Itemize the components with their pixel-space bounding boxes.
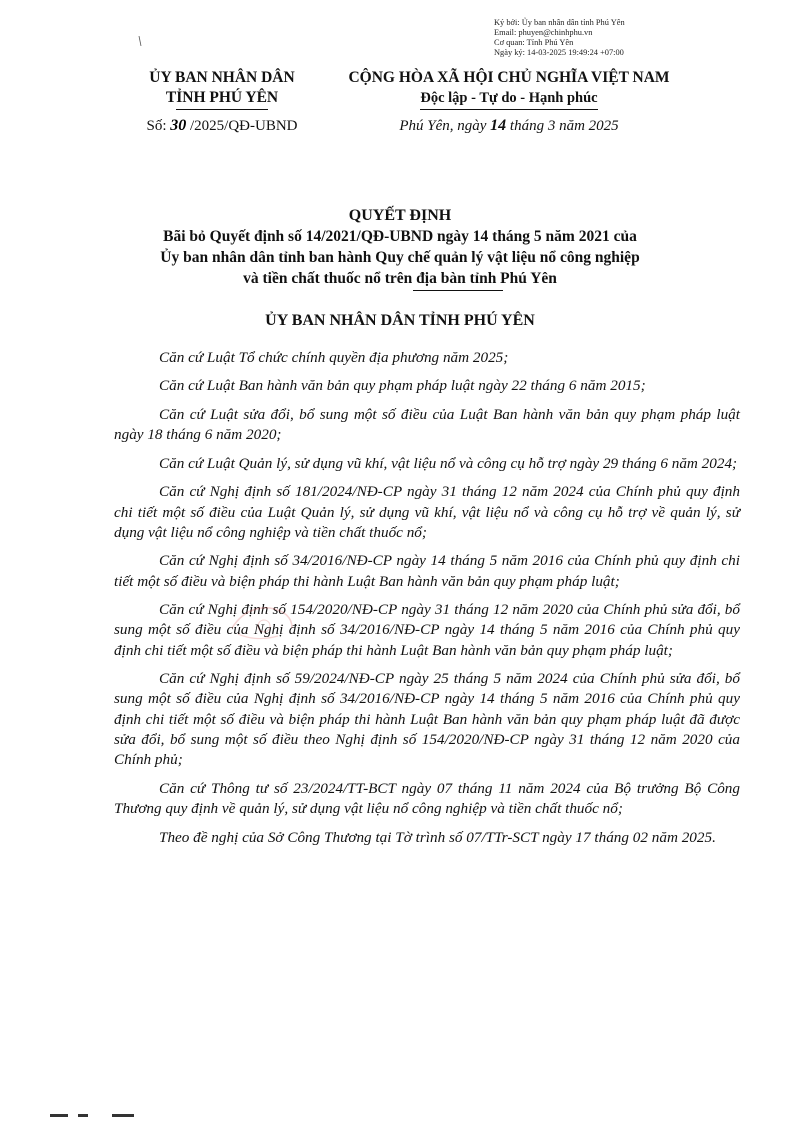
preamble-body	[114, 348, 740, 856]
preamble-paragraph: Căn cứ Luật Tổ chức chính quyền địa phương năm 2025;	[159, 349, 509, 366]
agency-province: TỈNH PHÚ YÊN	[165, 89, 279, 106]
place-date-suffix: tháng 3 năm 2025	[506, 118, 619, 134]
signed-by: Ký bởi: Ủy ban nhân dân tỉnh Phú Yên	[494, 18, 625, 27]
agency-name: ỦY BAN NHÂN DÂN	[149, 69, 295, 86]
preamble-paragraph: Căn cứ Luật Quản lý, sử dụng vũ khí, vật liệu nổ và công cụ hỗ trợ ngày 29 tháng 6 năm 2024;	[159, 454, 738, 472]
signer-agency: Cơ quan: Tỉnh Phú Yên	[494, 38, 574, 47]
document-number	[112, 117, 332, 135]
date-day-handwritten: 14	[490, 117, 507, 134]
sign-date: Ngày ký: 14-03-2025 19:49:24 +07:00	[494, 48, 624, 57]
digital-signature-block	[494, 18, 794, 58]
title-decision: QUYẾT ĐỊNH	[348, 207, 452, 224]
document-number-handwritten: 30	[170, 117, 187, 134]
national-motto: Độc lập - Tự do - Hạnh phúc	[420, 90, 598, 106]
preamble-paragraph: Căn cứ Nghị định số 59/2024/NĐ-CP ngày 25 tháng 5 năm 2024 của Chính phủ sửa đổi, bổ sung một số điều của Nghị định số 34/2016/NĐ-CP ngày 14 tháng 5 năm 2016 của Chính phủ quy định chi tiết một số điều và biện pháp thi hành Luật Ban hành văn bản quy phạm pháp luật đã được sửa đổi, bổ sung một số điều theo Nghị định số 154/2020/NĐ-CP ngày 31 tháng 12 năm 2020 của Chính phủ;	[114, 670, 740, 769]
document-number-suffix: /2025/QĐ-UBND	[186, 118, 298, 134]
country-name: CỘNG HÒA XÃ HỘI CHỦ NGHĨA VIỆT NAM	[348, 69, 670, 86]
preamble-paragraph: Theo đề nghị của Sở Công Thương tại Tờ trình số 07/TTr-SCT ngày 17 tháng 02 năm 2025.	[159, 828, 716, 846]
preamble-paragraph: Căn cứ Luật sửa đổi, bổ sung một số điều của Luật Ban hành văn bản quy phạm pháp luật ngày 18 tháng 6 năm 2020;	[114, 405, 740, 444]
place-date-prefix: Phú Yên, ngày	[399, 118, 491, 134]
title-line-2: Bãi bỏ Quyết định số 14/2021/QĐ-UBND ngày 14 tháng 5 năm 2021 của	[163, 228, 637, 245]
page-bottom-mark	[50, 1114, 170, 1120]
issuing-authority: ỦY BAN NHÂN DÂN TỈNH PHÚ YÊN	[265, 312, 535, 329]
place-date	[344, 117, 674, 135]
decision-title	[100, 205, 700, 289]
title-line-4: và tiền chất thuốc nổ trên địa bàn tỉnh Phú Yên	[243, 270, 557, 287]
preamble-paragraph: Căn cứ Nghị định số 34/2016/NĐ-CP ngày 14 tháng 5 năm 2016 của Chính phủ quy định chi tiết một số điều và biện pháp thi hành Luật Ban hành văn bản quy phạm pháp luật;	[114, 552, 740, 590]
issuing-agency-header	[112, 68, 332, 135]
signer-email: Email: phuyen@chinhphu.vn	[494, 28, 593, 37]
preamble-paragraph: Căn cứ Thông tư số 23/2024/TT-BCT ngày 07 tháng 11 năm 2024 của Bộ trưởng Bộ Công Thương quy định về quản lý, sử dụng vật liệu nổ công nghiệp và tiền chất thuốc nổ;	[114, 779, 740, 818]
preamble-paragraph: Căn cứ Nghị định số 154/2020/NĐ-CP ngày 31 tháng 12 năm 2020 của Chính phủ sửa đổi, bổ sung một số điều của Nghị định số 34/2016/NĐ-CP ngày 14 tháng 5 năm 2016 của Chính phủ quy định chi tiết một số điều và biện pháp thi hành Luật Ban hành văn bản quy phạm pháp luật;	[114, 601, 740, 659]
preamble-paragraph: Căn cứ Nghị định số 181/2024/NĐ-CP ngày 31 tháng 12 năm 2024 của Chính phủ quy định chi tiết một số điều của Luật Quản lý, sử dụng vũ khí, vật liệu nổ và công cụ hỗ trợ về quản lý, sử dụng vật liệu nổ công nghiệp và tiền chất thuốc nổ;	[114, 483, 740, 541]
document-number-prefix: Số:	[146, 118, 171, 134]
national-header	[344, 68, 674, 135]
title-line-3: Ủy ban nhân dân tỉnh ban hành Quy chế quản lý vật liệu nổ công nghiệp	[160, 249, 640, 266]
scan-mark-icon	[138, 36, 142, 46]
preamble-paragraph: Căn cứ Luật Ban hành văn bản quy phạm pháp luật ngày 22 tháng 6 năm 2015;	[159, 377, 646, 395]
